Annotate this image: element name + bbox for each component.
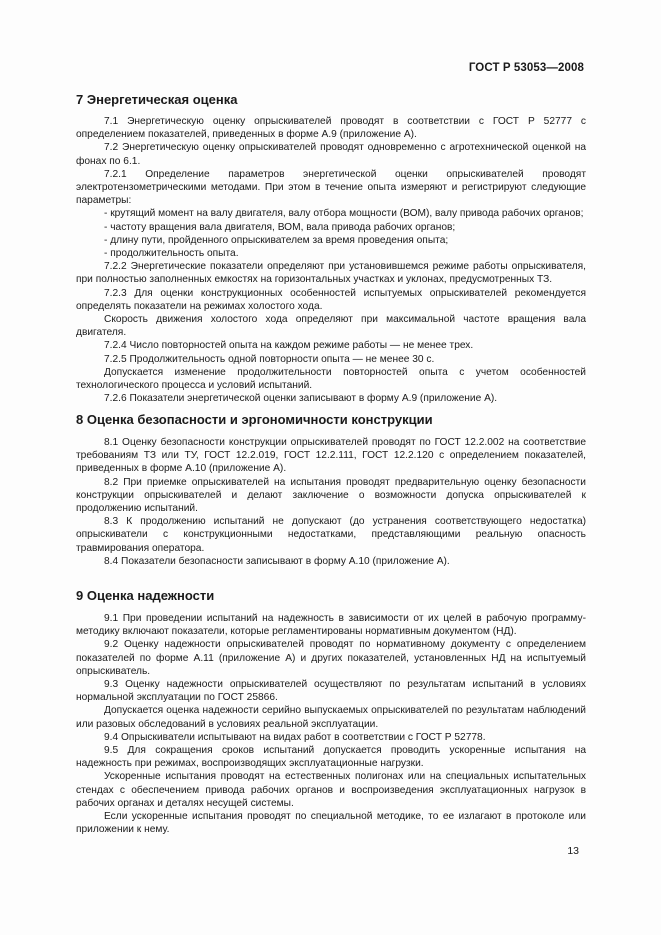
list-item: - продолжительность опыта. <box>104 248 239 260</box>
section-7-heading: 7 Энергетическая оценка <box>76 92 238 107</box>
section-7 <box>76 92 586 108</box>
paragraph-special-method: Если ускоренные испытания проводят по специальной методике, то ее излагают в протоколе или приложении к нему. <box>76 811 586 836</box>
paragraph-8-1: 8.1 Оценку безопасности конструкции опрыскивателей проводят по ГОСТ 12.2.002 на соответствие требованиям ТЗ или ТУ, ГОСТ 12.2.019, ГОСТ 12.2.111, ГОСТ 12.2.120 с определением показателей, приведенных в форме А.10 (приложение А). <box>76 437 586 475</box>
paragraph-accelerated-tests: Ускоренные испытания проводят на естественных полигонах или на специальных испытательных стендах с обеспечением привода рабочих органов и воспроизведения эксплуатационных нагрузок в рабочих органах и деталях несущей системы. <box>76 771 586 809</box>
paragraph-7-2-3: 7.2.3 Для оценки конструкционных особенностей испытуемых опрыскивателей рекомендуется определять показатели на режимах холостого хода. <box>76 287 586 312</box>
section-9-heading: 9 Оценка надежности <box>76 588 215 603</box>
paragraph-9-4: 9.4 Опрыскиватели испытывают на видах работ в соответствии с ГОСТ Р 52778. <box>104 731 486 743</box>
paragraph-8-3: 8.3 К продолжению испытаний не допускают (до устранения соответствующего недостатка) опрыскиватели с конструкционными недостатками, представляющими реальную опасность травмирования оператора. <box>76 516 586 554</box>
paragraph-8-2: 8.2 При приемке опрыскивателей на испытания проводят предварительную оценку безопасности конструкции опрыскивателей и делают заключение о возможности допуска опрыскивателей к продолжению испытаний. <box>76 476 586 515</box>
page-number: 13 <box>567 845 579 857</box>
section-8-heading: 8 Оценка безопасности и эргономичности конструкции <box>76 412 433 427</box>
paragraph-9-3: 9.3 Оценку надежности опрыскивателей осуществляют по результатам испытаний в условиях нормальной эксплуатации по ГОСТ 25866. <box>76 679 586 704</box>
paragraph-serial-note: Допускается оценка надежности серийно выпускаемых опрыскивателей по результатам наблюдений или разовых обследований в условиях реальной эксплуатации. <box>76 705 586 730</box>
paragraph-7-2-4: 7.2.4 Число повторностей опыта на каждом режиме работы — не менее трех. <box>104 340 474 352</box>
paragraph-idle-speed: Скорость движения холостого хода определяют при максимальной частоте вращения вала двигателя. <box>76 314 586 339</box>
paragraph-duration-note: Допускается изменение продолжительности повторностей опыта с учетом особенностей технологического процесса и условий испытаний. <box>76 366 586 392</box>
paragraph-7-2-2: 7.2.2 Энергетические показатели определяют при установившемся режиме работы опрыскивателя, при полностью заполненных емкостях на горизонтальных участках и уклонах, предусмотренных ТЗ. <box>76 261 586 286</box>
paragraph-9-2: 9.2 Оценку надежности опрыскивателей проводят по нормативному документу с определением показателей по форме А.11 (приложение А) и других показателей, установленных НД на испытуемый опрыскиватель. <box>76 639 586 677</box>
list-item: - крутящий момент на валу двигателя, валу отбора мощности (ВОМ), валу привода рабочих органов; <box>104 208 584 220</box>
section-8-body <box>76 436 586 568</box>
list-item: - частоту вращения вала двигателя, ВОМ, вала привода рабочих органов; <box>104 221 456 233</box>
document-id: ГОСТ Р 53053—2008 <box>468 62 584 74</box>
paragraph-8-4: 8.4 Показатели безопасности записывают в форму А.10 (приложение А). <box>104 555 450 567</box>
paragraph-7-2-1: 7.2.1 Определение параметров энергетической оценки опрыскивателей проводят электротензометрическими методами. При этом в течение опыта измеряют и регистрируют следующие параметры: <box>76 168 586 207</box>
paragraph-7-2: 7.2 Энергетическую оценку опрыскивателей проводят одновременно с агротехнической оценкой на фонах по 6.1. <box>76 142 586 167</box>
section-9-body <box>76 612 586 836</box>
paragraph-7-2-6: 7.2.6 Показатели энергетической оценки записывают в форму А.9 (приложение А). <box>104 393 498 405</box>
paragraph-9-5: 9.5 Для сокращения сроков испытаний допускается проводить ускоренные испытания на надежность при режимах, воспроизводящих эксплуатационные нагрузки. <box>76 745 586 770</box>
list-item: - длину пути, пройденного опрыскивателем за время проведения опыта; <box>104 234 449 246</box>
paragraph-9-1: 9.1 При проведении испытаний на надежность в зависимости от их целей в рабочую программу-методику включают показатели, которые регламентированы нормативным документом (НД). <box>76 613 586 638</box>
section-9 <box>76 588 586 604</box>
section-7-body <box>76 115 586 405</box>
section-8 <box>76 412 586 428</box>
paragraph-7-1: 7.1 Энергетическую оценку опрыскивателей проводят в соответствии с ГОСТ Р 52777 с определением показателей, приведенных в форме А.9 (приложение А). <box>76 116 586 141</box>
paragraph-7-2-5: 7.2.5 Продолжительность одной повторности опыта — не менее 30 с. <box>104 353 435 365</box>
